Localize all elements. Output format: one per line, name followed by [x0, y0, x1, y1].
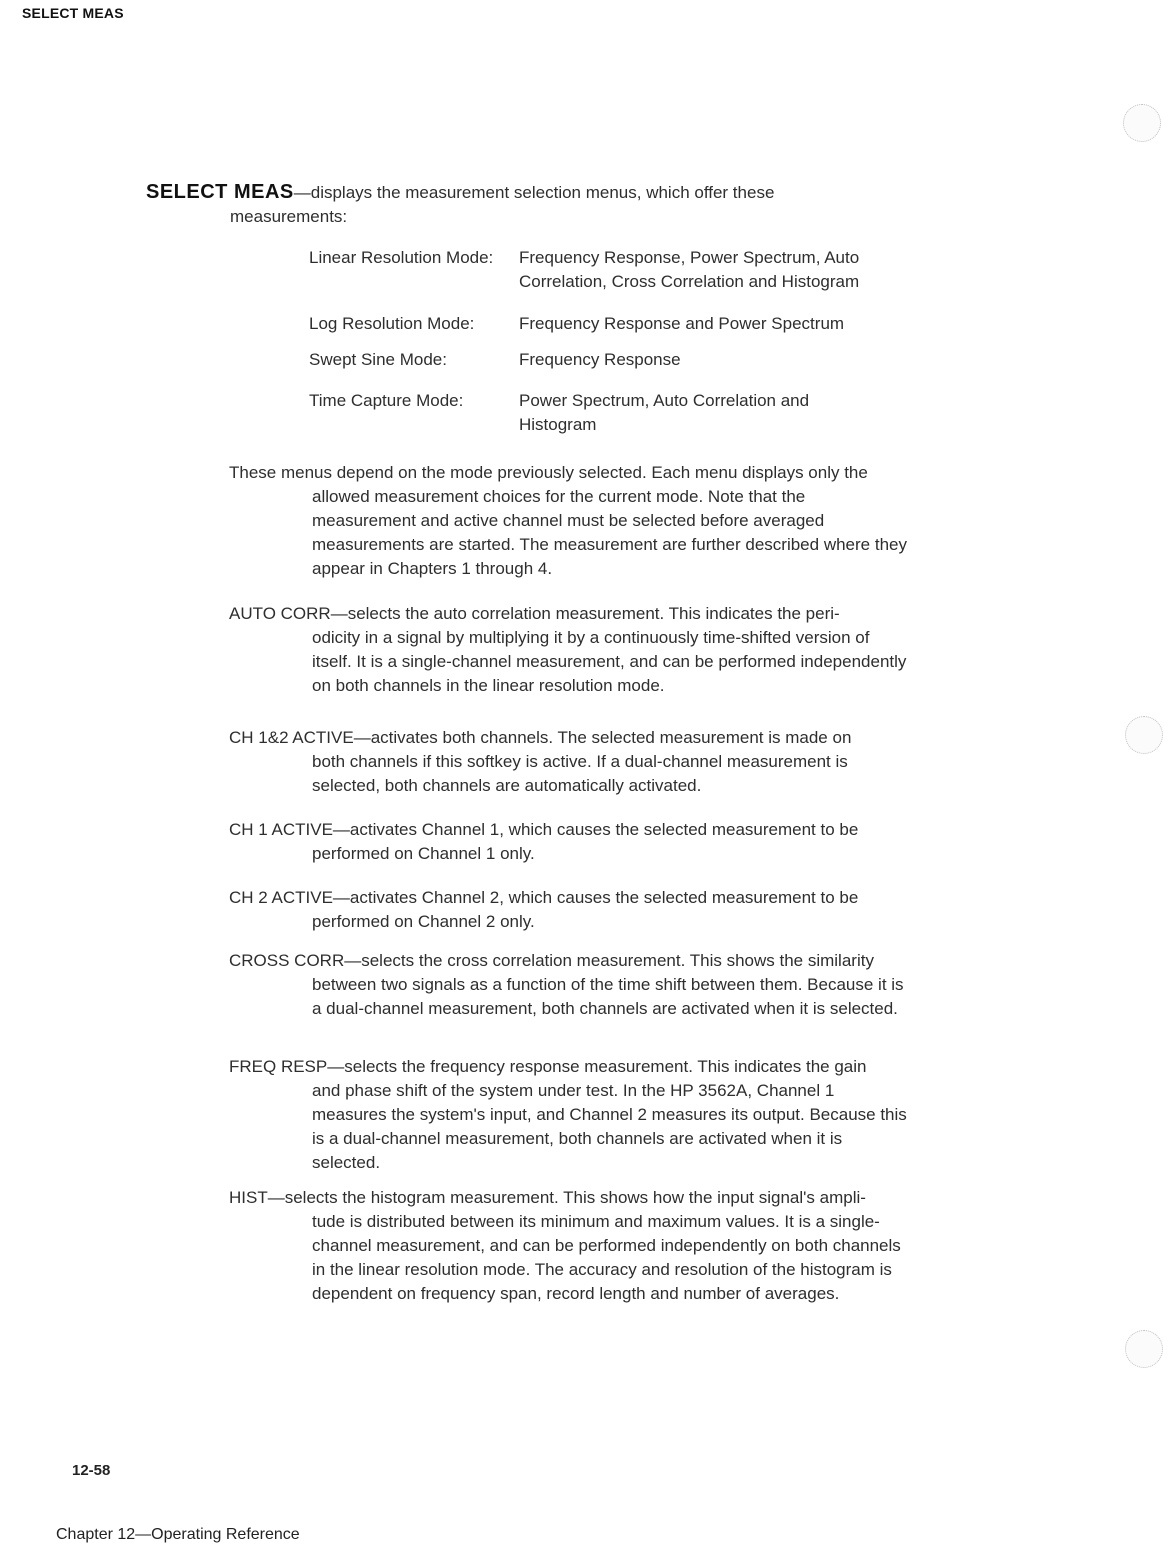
- mode-row: [305, 312, 905, 348]
- mode-value: [519, 312, 905, 348]
- mode-value-line1: Frequency Response, Power Spectrum, Auto: [519, 248, 860, 267]
- entry-auto-corr: [229, 602, 909, 698]
- binder-hole-top: [1123, 104, 1161, 142]
- binder-hole-middle: [1125, 716, 1163, 754]
- mode-row: [305, 389, 905, 437]
- binder-hole-bottom: [1125, 1330, 1163, 1368]
- running-head: SELECT MEAS: [22, 5, 124, 21]
- mode-label: Swept Sine Mode:: [309, 350, 447, 369]
- entry-rest: tude is distributed between its minimum and maximum values. It is a single-channel measurement, and can be performed independently on both channels in the linear resolution mode. The accuracy and resolution of the histogram is dependent on frequency span, record length and number of averages.: [312, 1212, 901, 1303]
- entry-hist: [229, 1186, 909, 1306]
- entry-ch2-active: [229, 886, 909, 934]
- entry-first-line: CROSS CORR—selects the cross correlation measurement. This shows the similarity: [229, 951, 874, 970]
- mode-row: [305, 348, 905, 389]
- mode-value: [519, 246, 905, 312]
- note-rest: allowed measurement choices for the current mode. Note that the measurement and active channel must be selected before averaged measurements are started. The measurement are further described where they appear in Chapters 1 through 4.: [312, 487, 907, 578]
- page-number: 12-58: [72, 1462, 111, 1479]
- mode-value-line2: Histogram: [519, 415, 597, 434]
- entry-rest: odicity in a signal by multiplying it by a continuously time-shifted version of itself. It is a single-channel measurement, and can be performed independently on both channels in the linear resolution mode.: [312, 628, 907, 695]
- mode-value: [519, 389, 905, 437]
- entry-rest: between two signals as a function of the time shift between them. Because it is a dual-channel measurement, both channels are activated when it is selected.: [312, 975, 904, 1018]
- mode-value: [519, 348, 905, 389]
- entry-ch12-active: [229, 726, 909, 798]
- entry-ch1-active: [229, 818, 909, 866]
- select-meas-intro: [146, 180, 906, 229]
- intro-term: SELECT MEAS: [146, 181, 294, 203]
- mode-label: Linear Resolution Mode:: [309, 248, 494, 267]
- entry-freq-resp: [229, 1055, 909, 1175]
- chapter-footer: Chapter 12—Operating Reference: [56, 1526, 300, 1543]
- entry-first-line: CH 1&2 ACTIVE—activates both channels. The selected measurement is made on: [229, 728, 852, 747]
- entry-rest: and phase shift of the system under test. In the HP 3562A, Channel 1 measures the system's input, and Channel 2 measures its output. Because this is a dual-channel measurement, both channels are activated when it is selected.: [312, 1081, 907, 1172]
- entry-first-line: AUTO CORR—selects the auto correlation measurement. This indicates the peri-: [229, 604, 840, 623]
- entry-first-line: HIST—selects the histogram measurement. This shows how the input signal's ampli-: [229, 1188, 866, 1207]
- mode-value-line1: Power Spectrum, Auto Correlation and: [519, 391, 810, 410]
- intro-line2: measurements:: [230, 207, 348, 226]
- mode-label: Log Resolution Mode:: [309, 314, 475, 333]
- entry-first-line: CH 2 ACTIVE—activates Channel 2, which causes the selected measurement to be: [229, 888, 859, 907]
- mode-table: [305, 246, 905, 437]
- entry-first-line: FREQ RESP—selects the frequency response measurement. This indicates the gain: [229, 1057, 867, 1076]
- mode-row: [305, 246, 905, 312]
- mode-label: Time Capture Mode:: [309, 391, 464, 410]
- mode-value-line1: Frequency Response: [519, 350, 681, 369]
- mode-value-line1: Frequency Response and Power Spectrum: [519, 314, 845, 333]
- entry-first-line: CH 1 ACTIVE—activates Channel 1, which causes the selected measurement to be: [229, 820, 859, 839]
- intro-line1: —displays the measurement selection menus, which offer these: [293, 183, 775, 202]
- entry-rest: performed on Channel 2 only.: [312, 912, 535, 931]
- mode-value-line2: Correlation, Cross Correlation and Histogram: [519, 272, 860, 291]
- menus-note: [229, 461, 909, 581]
- note-first-line: These menus depend on the mode previously selected. Each menu displays only the: [229, 463, 868, 482]
- entry-cross-corr: [229, 949, 909, 1021]
- entry-rest: performed on Channel 1 only.: [312, 844, 535, 863]
- entry-rest: both channels if this softkey is active. If a dual-channel measurement is selected, both channels are automatically activated.: [312, 752, 848, 795]
